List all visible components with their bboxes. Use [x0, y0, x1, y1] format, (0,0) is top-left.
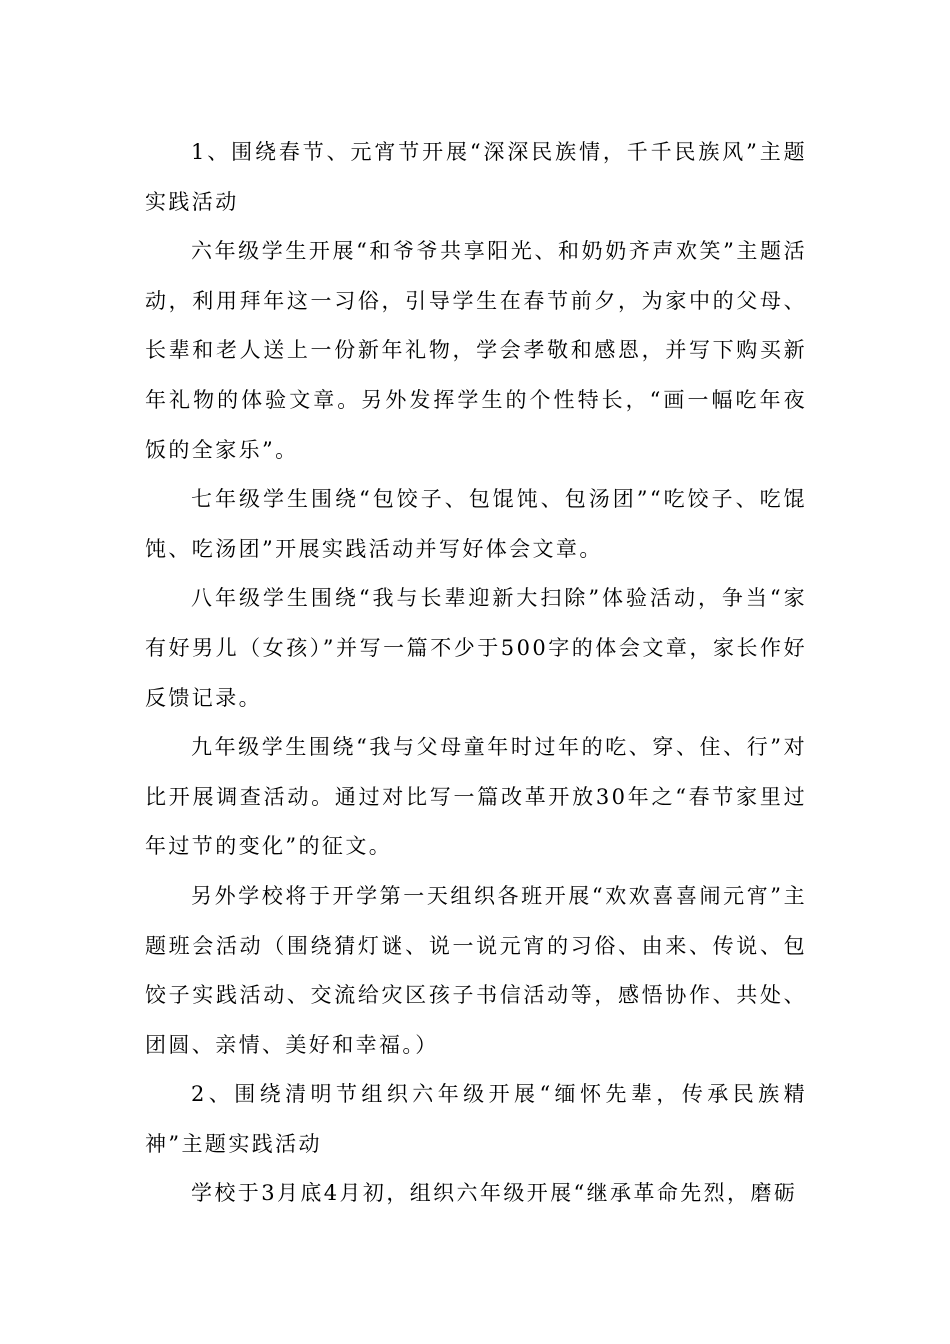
paragraph-qingming-activity: 学校于3月底4月初，组织六年级开展“继承革命先烈，磨砺	[191, 1181, 798, 1206]
paragraph-grade-6: 六年级学生开展“和爷爷共享阳光、和奶奶齐声欢笑”主题活动，利用拜年这一习俗，引导学生在春节前夕，为家中的父母、长辈和老人送上一份新年礼物，学会孝敬和感恩，并写下购买新年礼物的体验文章。另外发挥学生的个性特长，“画一幅吃年夜饭的全家乐”。	[145, 239, 807, 462]
paragraph-section-1-heading: 1、围绕春节、元宵节开展“深深民族情，千千民族风”主题实践活动	[145, 140, 807, 214]
document-body	[145, 128, 807, 1219]
paragraph-lantern-festival: 另外学校将于开学第一天组织各班开展“欢欢喜喜闹元宵”主题班会活动（围绕猜灯谜、说一说元宵的习俗、由来、传说、包饺子实践活动、交流给灾区孩子书信活动等，感悟协作、共处、团圆、亲情、美好和幸福。）	[145, 883, 807, 1057]
paragraph-section-2-heading: 2、围绕清明节组织六年级开展“缅怀先辈，传承民族精神”主题实践活动	[145, 1082, 807, 1156]
paragraph-grade-8: 八年级学生围绕“我与长辈迎新大扫除”体验活动，争当“家有好男儿（女孩）”并写一篇不少于500字的体会文章，家长作好反馈记录。	[145, 586, 807, 710]
paragraph-grade-7: 七年级学生围绕“包饺子、包馄饨、包汤团”“吃饺子、吃馄饨、吃汤团”开展实践活动并写好体会文章。	[145, 487, 807, 561]
paragraph-grade-9: 九年级学生围绕“我与父母童年时过年的吃、穿、住、行”对比开展调查活动。通过对比写一篇改革开放30年之“春节家里过年过节的变化”的征文。	[145, 735, 807, 859]
